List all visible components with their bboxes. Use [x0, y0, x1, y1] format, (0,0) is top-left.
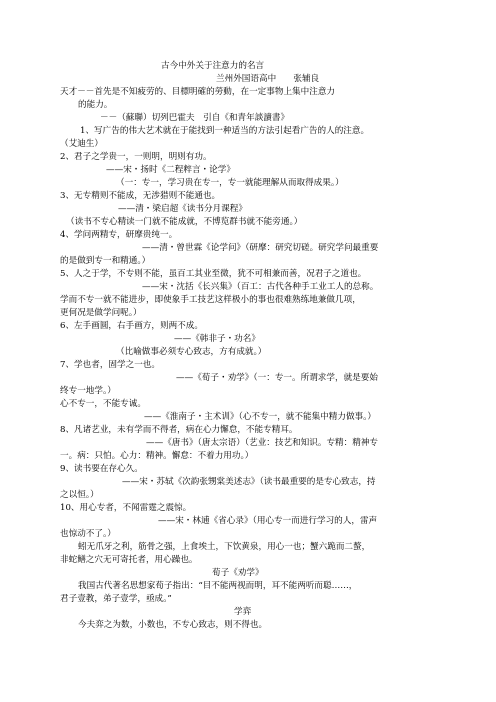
text-line: ——《唐书》（唐太宗语）（艺业：技艺和知识。专精：精神专 — [146, 438, 379, 448]
text-line: 10、用心专者，不闻雷霆之震惊。 — [60, 503, 192, 513]
text-line: 5、人之于学，不专则不能，虽百工其业至微，犹不可相兼而善，况君子之道也。 — [60, 269, 367, 279]
text-line: ——宋・苏轼《次韵张甥棠美述志》（读书最重要的是专心致志，持 — [122, 477, 376, 487]
text-line: ——清・梁启超《读书分月课程》 — [118, 204, 247, 214]
author-line: 兰州外国语高中 张辅良 — [216, 74, 320, 84]
text-line: 学弈 — [234, 607, 252, 617]
text-line: 荀子《劝学》 — [212, 568, 264, 578]
text-line: ——宋・沈括《长兴集》（百工：古代各种手工业工人的总称。 — [142, 282, 379, 292]
text-line: （艾迪生） — [60, 139, 103, 149]
text-line: 蚓无爪牙之利，筋骨之强，上食埃土，下饮黄泉，用心一也；蟹六跪而二螯， — [78, 542, 371, 552]
text-line: ——宋・扬时《二程粹言・论学》 — [106, 165, 235, 175]
text-line: ——《韩非子・功名》 — [174, 334, 260, 344]
text-line: 今夫弈之为数，小数也，不专心致志，则不得也。 — [78, 620, 268, 630]
text-line: 非蛇鳝之穴无可寄托者，用心躁也。 — [60, 555, 198, 565]
text-line: 9、读书要在存心久。 — [60, 464, 143, 474]
text-line: 心不专一，不能专诚。 — [60, 399, 146, 409]
text-line: 2、君子之学贵一，一则明，明则有功。 — [60, 152, 212, 162]
text-line: ——清・曾世霖《论学问》（研摩：研究切磋。研究学问最重要 — [142, 243, 379, 253]
text-line: 一。病：只怕。心力：精神。懈怠：不着力用功。） — [60, 451, 254, 461]
text-line: 更何况是做学问呢。） — [60, 308, 142, 318]
text-line: （比喻做事必须专心致志，方有成就。） — [116, 347, 267, 357]
text-line: 学而不专一就不能进步，即使象手工技艺这样极小的事也很难熟练地兼做几项， — [60, 295, 361, 305]
text-line: 我国古代著名思想家荀子指出：“目不能两视而明，耳不能两听而聪……， — [78, 581, 358, 591]
document-title: 古今中外关于注意力的名言 — [161, 61, 265, 71]
text-line: －－（蘇聯）切列巴霍夫 引自《和青年談讀書》 — [100, 113, 290, 123]
text-line: （读书不专心精读一门就不能成就，不博览群书就不能旁通。） — [66, 217, 303, 227]
text-line: 也惊动不了。） — [60, 529, 116, 539]
text-line: ——《荀子・劝学》（一：专一。所谓求学，就是要始 — [176, 373, 378, 383]
text-line: 的是做到专一和精通。） — [60, 256, 151, 266]
text-line: 天才－－首先是不知疲劳的、目標明確的勞動，在一定事物上集中注意力 — [60, 87, 336, 97]
text-line: 君子壹教，弟子壹学，亟成。” — [60, 594, 172, 604]
text-line: 7、学也者，固学之一也。 — [60, 360, 160, 370]
text-line: 的能力。 — [78, 100, 113, 110]
text-line: ——宋・林逋《省心录》（用心专一而进行学习的人，雷声 — [158, 516, 378, 526]
text-line: 1、写广告的伟大艺术就在于能找到一种适当的方法引起看广告的人的注意。 — [80, 126, 370, 136]
text-line: （一：专一，学习贵在专一，专一就能理解从而取得成果。） — [116, 178, 344, 188]
text-line: 3、无专精则不能成，无涉猎则不能通也。 — [60, 191, 221, 201]
text-line: 6、左手画圆，右手画方，则两不成。 — [60, 321, 203, 331]
text-line: ——《淮南子・主术训》（心不专一，就不能集中精力做事。） — [144, 412, 377, 422]
text-line: 之以恒。） — [60, 490, 99, 500]
text-line: 8、凡诸艺业，未有学而不得者，病在心力懈怠，不能专精耳。 — [60, 425, 298, 435]
text-line: 4、学问两精专，研摩贵纯一。 — [60, 230, 178, 240]
text-line: 终专一地学。） — [60, 386, 116, 396]
